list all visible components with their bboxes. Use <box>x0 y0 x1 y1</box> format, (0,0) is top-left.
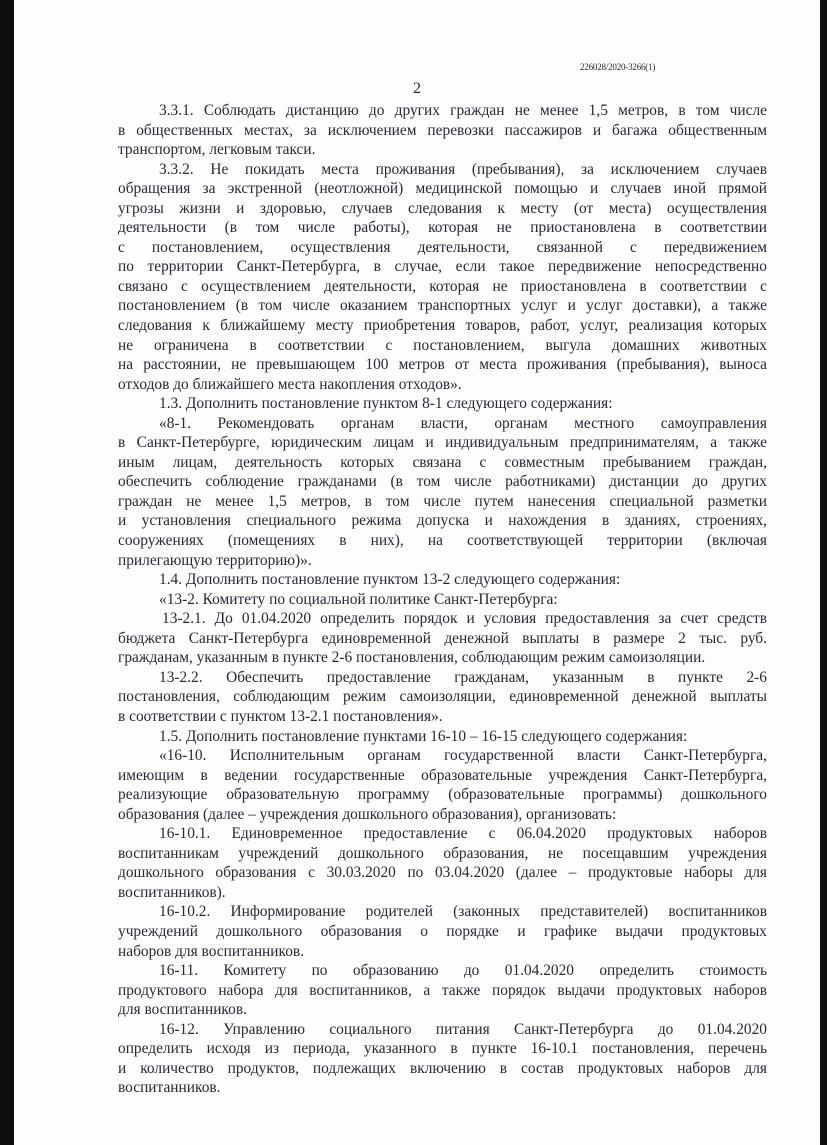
text-line: с постановлением, осуществления деятельности, связанной с передвижением <box>118 238 767 256</box>
text-line: 16-11. Комитету по образованию до 01.04.2020 определить стоимость <box>159 962 767 980</box>
text-line: 13-2.1. До 01.04.2020 определить порядок и условия предоставления за счет средств <box>162 610 767 628</box>
text-line: имеющим в ведении государственные образовательные учреждения Санкт-Петербурга, <box>118 766 767 784</box>
paragraph-p-16-11 <box>118 961 767 1020</box>
text-line: транспортом, легковым такси. <box>118 141 316 159</box>
text-line: прилегающую территорию)». <box>118 551 312 569</box>
text-line: «16-10. Исполнительным органам государственной власти Санкт-Петербурга, <box>159 747 767 765</box>
paragraph-p-16-10 <box>118 746 767 824</box>
text-line: продуктового набора для воспитанников, а также порядок выдачи продуктовых наборов <box>118 981 767 999</box>
text-line: бюджета Санкт-Петербурга единовременной денежной выплаты в размере 2 тыс. руб. <box>118 629 767 647</box>
text-line: обеспечить соблюдение гражданами (в том числе работниками) дистанции до других <box>118 473 767 491</box>
text-line: на расстоянии, не превышающем 100 метров от места проживания (пребывания), выноса <box>118 356 767 374</box>
text-line: 1.3. Дополнить постановление пунктом 8-1 следующего содержания: <box>159 395 613 413</box>
text-line: граждан не менее 1,5 метров, в том числе путем нанесения специальной разметки <box>118 492 767 510</box>
text-line: дошкольного образования с 30.03.2020 по 03.04.2020 (далее – продуктовые наборы для <box>118 864 767 882</box>
text-line: и количество продуктов, подлежащих включению в состав продуктовых наборов для <box>118 1059 767 1077</box>
page-number: 2 <box>413 80 421 97</box>
text-line: наборов для воспитанников. <box>118 942 305 960</box>
text-line: в Санкт-Петербурге, юридическим лицам и индивидуальным предпринимателям, а также <box>118 434 767 452</box>
text-line: воспитанникам учреждений дошкольного образования, не посещавшим учреждения <box>118 844 767 862</box>
text-line: 16-10.2. Информирование родителей (законных представителей) воспитанников <box>159 903 767 921</box>
text-line: не ограничена в соответствии с постановлением, выгула домашних животных <box>118 336 767 354</box>
text-line: угрозы жизни и здоровью, случаев следования к месту (от места) осуществления <box>118 199 767 217</box>
document-body <box>118 101 767 1098</box>
text-line: постановления, соблюдающим режим самоизоляции, единовременной денежной выплаты <box>118 688 767 706</box>
paragraph-p-1-5 <box>118 727 767 747</box>
paragraph-p-13-2-1 <box>118 609 767 668</box>
paragraph-p-16-12 <box>118 1020 767 1098</box>
text-line: обращения за экстренной (неотложной) медицинской помощью и случаев иной прямой <box>118 180 767 198</box>
text-line: 13-2.2. Обеспечить предоставление гражданам, указанным в пункте 2-6 <box>159 668 767 686</box>
text-line: 16-12. Управлению социального питания Санкт-Петербурга до 01.04.2020 <box>159 1020 767 1038</box>
text-line: 3.3.2. Не покидать места проживания (пребывания), за исключением случаев <box>159 160 767 178</box>
text-line: иным лицам, деятельность которых связана с совместным пребыванием граждан, <box>118 453 767 471</box>
paragraph-p-13-2 <box>118 590 767 610</box>
paragraph-p-13-2-2 <box>118 668 767 727</box>
text-line: отходов до ближайшего места накопления отходов». <box>118 375 462 393</box>
text-line: 3.3.1. Соблюдать дистанцию до других граждан не менее 1,5 метров, в том числе <box>159 102 767 119</box>
text-line: реализующие образовательную программу (образовательные программы) дошкольного <box>118 786 767 804</box>
paragraph-p-3-3-2 <box>118 160 767 395</box>
text-line: и установления специального режима допуска и нахождения в зданиях, строениях, <box>118 512 767 530</box>
document-number: 226028/2020-3266(1) <box>580 62 656 72</box>
text-line: учреждений дошкольного образования о порядке и графике выдачи продуктовых <box>118 922 767 940</box>
document-page <box>14 0 820 1145</box>
text-line: «13-2. Комитету по социальной политике Санкт-Петербурга: <box>159 590 558 608</box>
text-line: для воспитанников. <box>118 1001 247 1019</box>
text-line: воспитанников). <box>118 883 226 901</box>
text-line: «8-1. Рекомендовать органам власти, органам местного самоуправления <box>159 414 767 432</box>
text-line: в соответствии с пунктом 13-2.1 постановления». <box>118 707 443 725</box>
text-line: сооружениях (помещениях в них), на соответствующей территории (включая <box>118 532 767 550</box>
text-line: образования (далее – учреждения дошкольного образования), организовать: <box>118 805 617 823</box>
paragraph-p-16-10-2 <box>118 902 767 961</box>
paragraph-p-8-1 <box>118 414 767 570</box>
text-line: связано с осуществлением деятельности, которая не приостановлена в соответствии с <box>118 277 767 295</box>
text-line: гражданам, указанным в пункте 2-6 постановления, соблюдающим режим самоизоляции. <box>118 649 706 667</box>
paragraph-p-16-10-1 <box>118 824 767 902</box>
text-line: в общественных местах, за исключением перевозки пассажиров и багажа общественным <box>118 121 767 139</box>
text-line: следования к ближайшему месту приобретения товаров, работ, услуг, реализация которых <box>118 317 767 335</box>
text-line: постановлением (в том числе оказанием транспортных услуг и услуг доставки), а также <box>118 297 767 315</box>
text-line: 1.4. Дополнить постановление пунктом 13-2 следующего содержания: <box>159 571 621 589</box>
text-line: по территории Санкт-Петербурга, в случае, если такое передвижение непосредственно <box>118 258 767 276</box>
text-line: воспитанников. <box>118 1079 221 1097</box>
text-line: деятельности (в том числе работы), которая не приостановлена в соответствии <box>118 219 767 237</box>
paragraph-p-3-3-1 <box>118 101 767 160</box>
paragraph-p-1-3 <box>118 394 767 414</box>
text-line: 1.5. Дополнить постановление пунктами 16-10 – 16-15 следующего содержания: <box>159 727 688 745</box>
paragraph-p-1-4 <box>118 570 767 590</box>
text-line: определить исходя из периода, указанного в пункте 16-10.1 постановления, перечень <box>118 1040 767 1058</box>
text-line: 16-10.1. Единовременное предоставление с 06.04.2020 продуктовых наборов <box>159 825 767 843</box>
